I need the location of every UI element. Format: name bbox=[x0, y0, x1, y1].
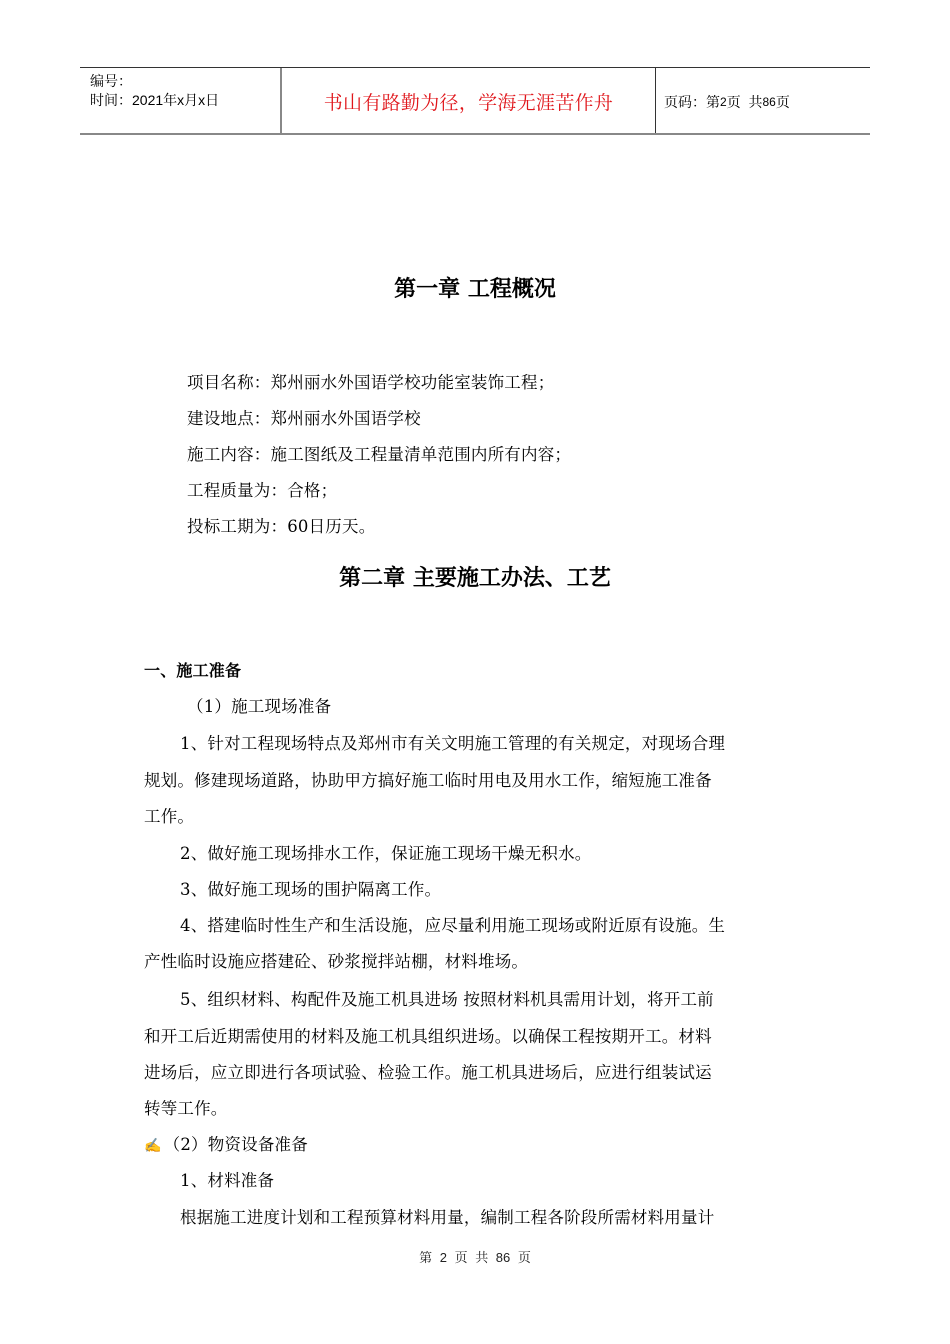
paragraph-line: 和开工后近期需使用的材料及施工机具组织进场。以确保工程按期开工。材料 bbox=[144, 1027, 712, 1046]
page-total: 86 bbox=[762, 94, 776, 109]
subsection-site-prep: （1）施工现场准备 bbox=[187, 697, 332, 716]
page-current: 2 bbox=[720, 94, 727, 109]
subsection-material-prep bbox=[144, 1131, 308, 1155]
paragraph-line: 转等工作。 bbox=[144, 1099, 228, 1118]
page-mid-label: 页 共 bbox=[726, 93, 763, 110]
header-meta-cell bbox=[80, 68, 282, 133]
bid-duration: 投标工期为：60日历天。 bbox=[187, 517, 376, 536]
chapter-2-title: 第二章 主要施工办法、工艺 bbox=[339, 566, 611, 591]
document-time-label: 时间：2021年x月x日 bbox=[90, 92, 220, 108]
page-label: 页码：第 bbox=[664, 93, 720, 110]
header-motto-cell bbox=[282, 68, 656, 133]
document-number-label: 编号： bbox=[90, 73, 132, 89]
paragraph-line: 进场后，应立即进行各项试验、检验工作。施工机具进场后，应进行组装试运 bbox=[144, 1063, 712, 1082]
paragraph-line: 工作。 bbox=[144, 807, 195, 826]
material-prep-item: 1、材料准备 bbox=[180, 1171, 275, 1190]
section-construction-prep: 一、施工准备 bbox=[144, 661, 242, 680]
page-end-label: 页 bbox=[775, 93, 790, 110]
project-name: 项目名称：郑州丽水外国语学校功能室装饰工程； bbox=[187, 373, 555, 392]
paragraph-line: 产性临时设施应搭建砼、砂浆搅拌站棚，材料堆场。 bbox=[144, 952, 529, 971]
chapter-1-title: 第一章 工程概况 bbox=[394, 277, 556, 302]
page-footer: 第 2 页 共 86 页 bbox=[419, 1250, 531, 1265]
document-header-table bbox=[80, 67, 870, 135]
header-motto: 书山有路勤为径，学海无涯苦作舟 bbox=[323, 92, 614, 114]
quality-standard: 工程质量为：合格； bbox=[187, 481, 338, 500]
paragraph-line: 4、搭建临时性生产和生活设施，应尽量利用施工现场或附近原有设施。生 bbox=[180, 916, 726, 935]
subsection-title: （2）物资设备准备 bbox=[163, 1135, 308, 1154]
paragraph-line: 1、针对工程现场特点及郑州市有关文明施工管理的有关规定，对现场合理 bbox=[180, 734, 726, 753]
paragraph-line: 根据施工进度计划和工程预算材料用量，编制工程各阶段所需材料用量计 bbox=[180, 1208, 715, 1227]
writing-hand-icon: ✍ bbox=[144, 1138, 162, 1154]
paragraph-line: 3、做好施工现场的围护隔离工作。 bbox=[180, 880, 442, 899]
header-page-cell bbox=[656, 68, 870, 133]
construction-site: 建设地点：郑州丽水外国语学校 bbox=[187, 409, 421, 428]
construction-content: 施工内容：施工图纸及工程量清单范围内所有内容； bbox=[187, 445, 572, 464]
paragraph-line: 2、做好施工现场排水工作，保证施工现场干燥无积水。 bbox=[180, 844, 592, 863]
paragraph-line: 5、组织材料、构配件及施工机具进场 按照材料机具需用计划，将开工前 bbox=[180, 990, 714, 1009]
paragraph-line: 规划。修建现场道路，协助甲方搞好施工临时用电及用水工作，缩短施工准备 bbox=[144, 771, 712, 790]
